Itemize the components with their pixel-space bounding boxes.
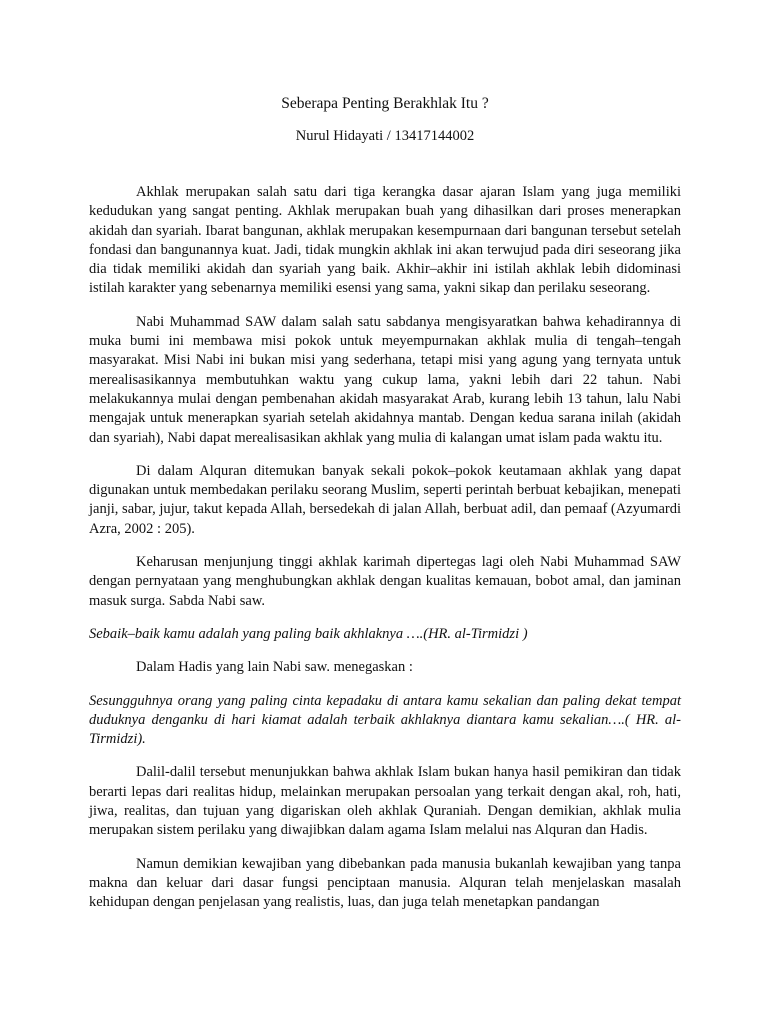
paragraph-hadis-lain: Dalam Hadis yang lain Nabi saw. menegaskan : <box>136 659 413 676</box>
paragraph-dalil: Dalil-dalil tersebut menunjukkan bahwa akhlak Islam bukan hanya hasil pemikiran dan tidak berarti lepas dari realitas hidup, melainkan merupakan persoalan yang terkait dengan akal, roh, hati, jiwa, realitas, dan tujuan yang digariskan oleh akhlak Quraniah. Dengan demikian, akhlak mulia merupakan sistem perilaku yang diwajibkan dalam agama Islam melalui nas Alquran dan Hadis. <box>89 764 681 839</box>
paragraph-keharusan: Keharusan menjunjung tinggi akhlak karimah dipertegas lagi oleh Nabi Muhammad SAW dengan pernyataan yang menghubungkan akhlak dengan kualitas kemauan, bobot amal, dan jaminan masuk surga. Sabda Nabi saw. <box>89 554 681 609</box>
hadith-quote-1: Sebaik–baik kamu adalah yang paling baik akhlaknya ….(HR. al-Tirmidzi ) <box>89 625 528 642</box>
paragraph-akhlak-intro: Akhlak merupakan salah satu dari tiga kerangka dasar ajaran Islam yang juga memiliki kedudukan yang sangat penting. Akhlak merupakan buah yang dihasilkan dari proses menerapkan akidah dan syariah. Ibarat bangunan, akhlak merupakan kesempurnaan dari bangunan tersebut setelah fondasi dan bangunannya kuat. Jadi, tidak mungkin akhlak ini akan terwujud pada diri seseorang jika dia tidak memiliki akidah dan syariah yang baik. Akhir–akhir ini istilah akhlak lebih didominasi istilah karakter yang sebenarnya memiliki esensi yang sama, yakni sikap dan perilaku seseorang. <box>89 184 681 297</box>
document-title: Seberapa Penting Berakhlak Itu ? <box>281 95 489 112</box>
hadith-quote-2: Sesungguhnya orang yang paling cinta kepadaku di antara kamu sekalian dan paling dekat tempat duduknya denganku di hari kiamat adalah terbaik akhlaknya diantara kamu sekalian….( HR. al-Tirmidzi). <box>89 692 681 748</box>
paragraph-nabi-misi: Nabi Muhammad SAW dalam salah satu sabdanya mengisyaratkan bahwa kehadirannya di muka bumi ini membawa misi pokok untuk meyempurnakan akhlak mulia di tengah–tengah masyarakat. Misi Nabi ini bukan misi yang sederhana, tetapi misi yang agung yang ternyata untuk merealisasikannya membutuhkan waktu yang cukup lama, yakni lebih dari 22 tahun. Nabi melakukannya mulai dengan pembenahan akidah masyarakat Arab, kurang lebih 13 tahun, lalu Nabi mengajak untuk menerapkan syariah setelah akidahnya mantab. Dengan kedua sarana inilah (akidah dan syariah), Nabi dapat merealisasikan akhlak yang mulia di kalangan umat islam pada waktu itu. <box>89 313 681 446</box>
author-line: Nurul Hidayati / 13417144002 <box>295 128 475 144</box>
document-body <box>89 183 681 913</box>
document-page <box>89 94 681 927</box>
paragraph-alquran-keutamaan: Di dalam Alquran ditemukan banyak sekali pokok–pokok keutamaan akhlak yang dapat digunakan untuk membedakan perilaku seorang Muslim, seperti perintah berbuat kebajikan, menepati janji, sabar, jujur, takut kepada Allah, bersedekah di jalan Allah, berbuat adil, dan pemaaf (Azyumardi Azra, 2002 : 205). <box>89 462 681 537</box>
paragraph-kewajiban: Namun demikian kewajiban yang dibebankan pada manusia bukanlah kewajiban yang tanpa makna dan keluar dari dasar fungsi penciptaan manusia. Alquran telah menjelaskan masalah kehidupan dengan penjelasan yang realistis, luas, dan juga telah menetapkan pandangan <box>89 855 681 911</box>
